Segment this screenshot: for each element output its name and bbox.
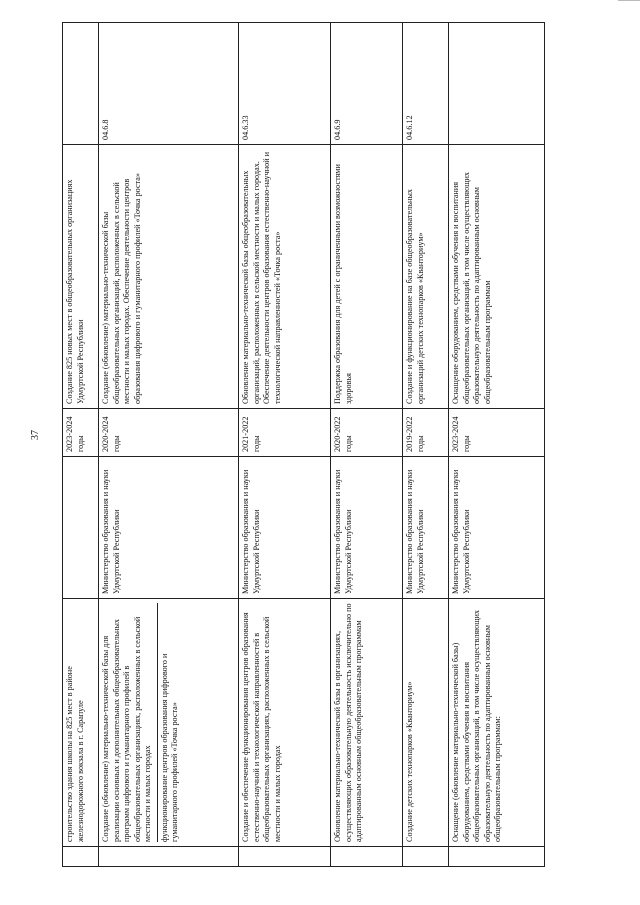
number-cell [99,847,239,867]
page-number: 37 [30,430,41,440]
responsible-cell: Министерство образования и науки Удмуртской Республики [331,457,403,599]
activity-extra-text: функционирование центров образования цифрового и гуманитарного профилей «Точка роста» [157,603,181,842]
table-row [331,23,403,867]
activity-cell: Оснащение (обновление материально-технической базы) оборудованием, средствами обучения и воспитания общеобразовательных организаций, в том числе осуществляющих образовательную деятельность по адаптированным основным общеобразовательным программам: [449,599,545,847]
period-cell: 2023-2024 годы [449,409,545,457]
number-cell [63,847,99,867]
responsible-cell [63,457,99,599]
number-cell [403,847,449,867]
result-cell: Создание 825 новых мест в общеобразовательных организациях Удмуртской Республики [63,145,99,409]
code-cell [63,23,99,145]
period-cell: 2021-2022 годы [239,409,331,457]
code-cell [449,23,545,145]
period-cell: 2023-2024 годы [63,409,99,457]
number-cell [449,847,545,867]
responsible-cell: Министерство образования и науки Удмуртской Республики [99,457,239,599]
activity-cell: Обновление материально-технической базы в организациях, осуществляющих образовательную деятельность исключительно по адаптированным основным общеобразовательным программам [331,599,403,847]
number-cell [331,847,403,867]
responsible-cell: Министерство образования и науки Удмуртской Республики [403,457,449,599]
measures-table [62,22,545,867]
activity-cell: Создание и обеспечение функционирования центров образования естественно-научной и технологической направленностей в общеобразовательных организациях, расположенных в сельской местности и малых городах [239,599,331,847]
activity-text: Создание (обновление) материально-технической базы для реализации основных и дополнительных общеобразовательных программ цифрового и гуманитарного профилей в общеобразовательных организациях, расположенных в сельской местности и малых городах [101,616,152,842]
responsible-cell: Министерство образования и науки Удмуртской Республики [449,457,545,599]
table-row [63,23,99,867]
period-cell: 2020-2022 годы [331,409,403,457]
activity-cell: строительство здания школы на 825 мест в районе железнодорожного вокзала в г. Сарапуле [63,599,99,847]
activity-cell [99,599,239,847]
responsible-cell: Министерство образования и науки Удмуртской Республики [239,457,331,599]
number-cell [239,847,331,867]
result-cell: Поддержка образования для детей с ограниченными возможностями здоровья [331,145,403,409]
activity-cell: Создание детских технопарков «Кванториум» [403,599,449,847]
result-cell: Создание (обновление) материально-технической базы общеобразовательных организаций, расположенных в сельской местности и малых городах. Обеспечение деятельности центров образования цифрового и гуманитарного профилей «Точка роста» [99,145,239,409]
period-cell: 2020-2024 годы [99,409,239,457]
result-cell: Оснащение оборудованием, средствами обучения и воспитания общеобразовательных организаций, в том числе осуществляющих образовательную деятельность по адаптированным основным общеобразовательным программам [449,145,545,409]
code-cell: 04.6.33 [239,23,331,145]
code-cell: 04.6.9 [331,23,403,145]
result-cell: Обновление материально-технической базы общеобразовательных организаций, расположенных в сельской местности и малых городах. Обеспечение деятельности центров образования естественно-научной и технологической направленностей «Точка роста» [239,145,331,409]
code-cell: 04.6.12 [403,23,449,145]
result-cell: Создание и функционирование на базе общеобразовательных организаций детских технопарков «Кванториум» [403,145,449,409]
period-cell: 2019-2022 годы [403,409,449,457]
table-row [403,23,449,867]
table-row [239,23,331,867]
code-cell: 04.6.8 [99,23,239,145]
table-row [449,23,545,867]
table-row [99,23,239,867]
